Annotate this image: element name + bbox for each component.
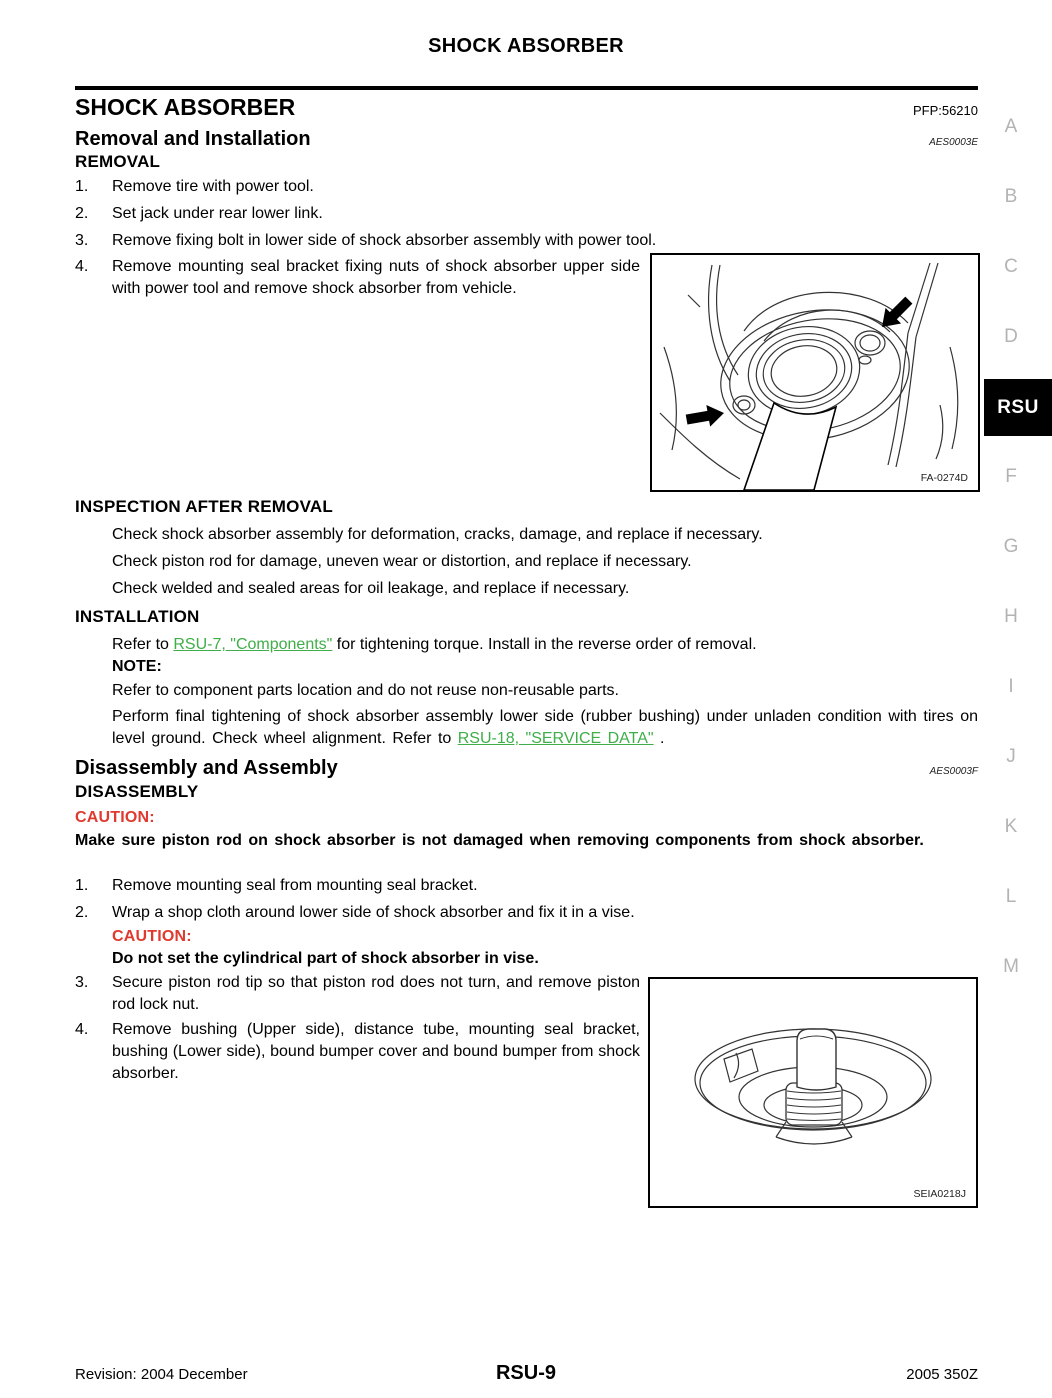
step-text: Set jack under rear lower link. (112, 205, 323, 222)
removal-steps-list (75, 176, 978, 257)
bullet-text (112, 706, 978, 750)
bullet-icon (75, 551, 112, 573)
bullet-icon (75, 578, 112, 600)
caution-text: Make sure piston rod on shock absorber is not damaged when removing components from shock absorber. (75, 832, 924, 849)
step-number: 2. (75, 904, 89, 921)
inspection-bullet-3 (75, 578, 978, 600)
sidebar-tab-d: D (1004, 326, 1018, 347)
disassembly-assembly-title: Disassembly and Assembly (75, 757, 338, 779)
inspection-bullet-2 (75, 551, 978, 573)
step-number: 2. (75, 205, 89, 222)
step-text: Secure piston rod tip so that piston rod does not turn, and remove piston rod lock nut. (112, 974, 640, 1013)
page-running-header: SHOCK ABSORBER (428, 35, 624, 57)
removal-step-2 (75, 203, 978, 225)
bullet-text: Check shock absorber assembly for deformation, cracks, damage, and replace if necessary. (112, 526, 763, 543)
removal-step-3 (75, 230, 978, 252)
caution-label: CAUTION: (75, 809, 155, 826)
refer-prefix: Refer to (112, 636, 174, 653)
installation-refer-bullet (75, 634, 978, 661)
bullet-text (112, 634, 978, 656)
pfp-code: PFP:56210 (912, 103, 978, 118)
bullet-icon (75, 524, 112, 546)
step-number: 4. (75, 1021, 89, 1038)
final-suffix: . (653, 730, 665, 747)
disassembly-assembly-code: AES0003F (929, 766, 978, 777)
footer-revision: Revision: 2004 December (75, 1366, 248, 1383)
bullet-icon (75, 634, 112, 656)
inspection-bullet-1 (75, 524, 978, 546)
disassembly-steps-list (75, 875, 978, 929)
step-text: Remove bushing (Upper side), distance tube, mounting seal bracket, bushing (Lower side), bound bumper cover and bound bumper from shock absorber. (112, 1021, 640, 1082)
installation-final-bullet (75, 706, 978, 755)
sidebar-tab-k: K (1004, 816, 1018, 837)
section-title: SHOCK ABSORBER (75, 94, 296, 120)
installation-heading: INSTALLATION (75, 607, 200, 626)
sidebar-tab-b: B (1004, 186, 1018, 207)
removal-installation-title: Removal and Installation (75, 128, 311, 150)
sidebar-tab-m: M (1003, 956, 1019, 977)
header-rule (75, 86, 978, 90)
inspection-bullets-list (75, 524, 978, 605)
footer-model: 2005 350Z (906, 1366, 978, 1383)
removal-installation-code: AES0003E (929, 137, 978, 148)
shock-upper-mount-drawing (652, 255, 978, 490)
step-text: Remove tire with power tool. (112, 178, 314, 195)
sidebar-tab-g: G (1003, 536, 1019, 557)
figure-shock-upper-mount (650, 253, 980, 492)
inspection-heading: INSPECTION AFTER REMOVAL (75, 497, 333, 516)
refer-suffix: for tightening torque. Install in the reverse order of removal. (332, 636, 757, 653)
step-number: 3. (75, 974, 89, 991)
step-text: Remove fixing bolt in lower side of shock absorber assembly with power tool. (112, 232, 657, 249)
step-number: 3. (75, 232, 89, 249)
figure1-label: FA-0274D (920, 472, 968, 484)
bullet-text: Check welded and sealed areas for oil leakage, and replace if necessary. (112, 580, 630, 597)
disassembly-step-1 (75, 875, 978, 897)
note-label: NOTE: (112, 658, 162, 675)
sidebar-tab-a: A (1004, 116, 1018, 137)
vise-caution-label: CAUTION: (112, 928, 192, 945)
removal-step-1 (75, 176, 978, 198)
step-text: Remove mounting seal from mounting seal bracket. (112, 877, 478, 894)
disassembly-heading: DISASSEMBLY (75, 782, 199, 801)
link-rsu18-service-data[interactable]: RSU-18, "SERVICE DATA" (457, 730, 654, 747)
step-number: 1. (75, 178, 89, 195)
sidebar-tab-f: F (1005, 466, 1017, 487)
bullet-icon (75, 706, 112, 750)
sidebar-tab-l: L (1005, 886, 1017, 907)
sidebar-tab-c: C (1004, 256, 1018, 277)
bullet-text: Check piston rod for damage, uneven wear or distortion, and replace if necessary. (112, 553, 692, 570)
note-text: Refer to component parts location and do not reuse non-reusable parts. (112, 682, 619, 699)
sidebar-tab-rsu-active: RSU (984, 379, 1052, 436)
removal-heading: REMOVAL (75, 152, 161, 171)
piston-rod-tip-drawing (650, 979, 976, 1206)
disassembly-step-2 (75, 902, 978, 924)
link-rsu7-components[interactable]: RSU-7, "Components" (173, 636, 333, 653)
step-number: 4. (75, 258, 89, 275)
footer-page-number: RSU-9 (495, 1362, 556, 1384)
sidebar-tab-j: J (1006, 746, 1016, 767)
vise-caution-text: Do not set the cylindrical part of shock absorber in vise. (112, 950, 539, 967)
figure2-label: SEIA0218J (913, 1188, 966, 1200)
sidebar-tab-i: I (1008, 676, 1014, 697)
final-prefix: Perform final tightening of shock absorber assembly lower side (rubber bushing) under unladen condition with tires on level ground. Check wheel alignment. Refer to (112, 708, 978, 747)
figure-piston-rod-tip (648, 977, 978, 1208)
step-text: Remove mounting seal bracket fixing nuts of shock absorber upper side with power tool and remove shock absorber from vehicle. (112, 258, 640, 297)
step-number: 1. (75, 877, 89, 894)
sidebar-tab-h: H (1004, 606, 1018, 627)
step-text: Wrap a shop cloth around lower side of shock absorber and fix it in a vise. (112, 904, 635, 921)
